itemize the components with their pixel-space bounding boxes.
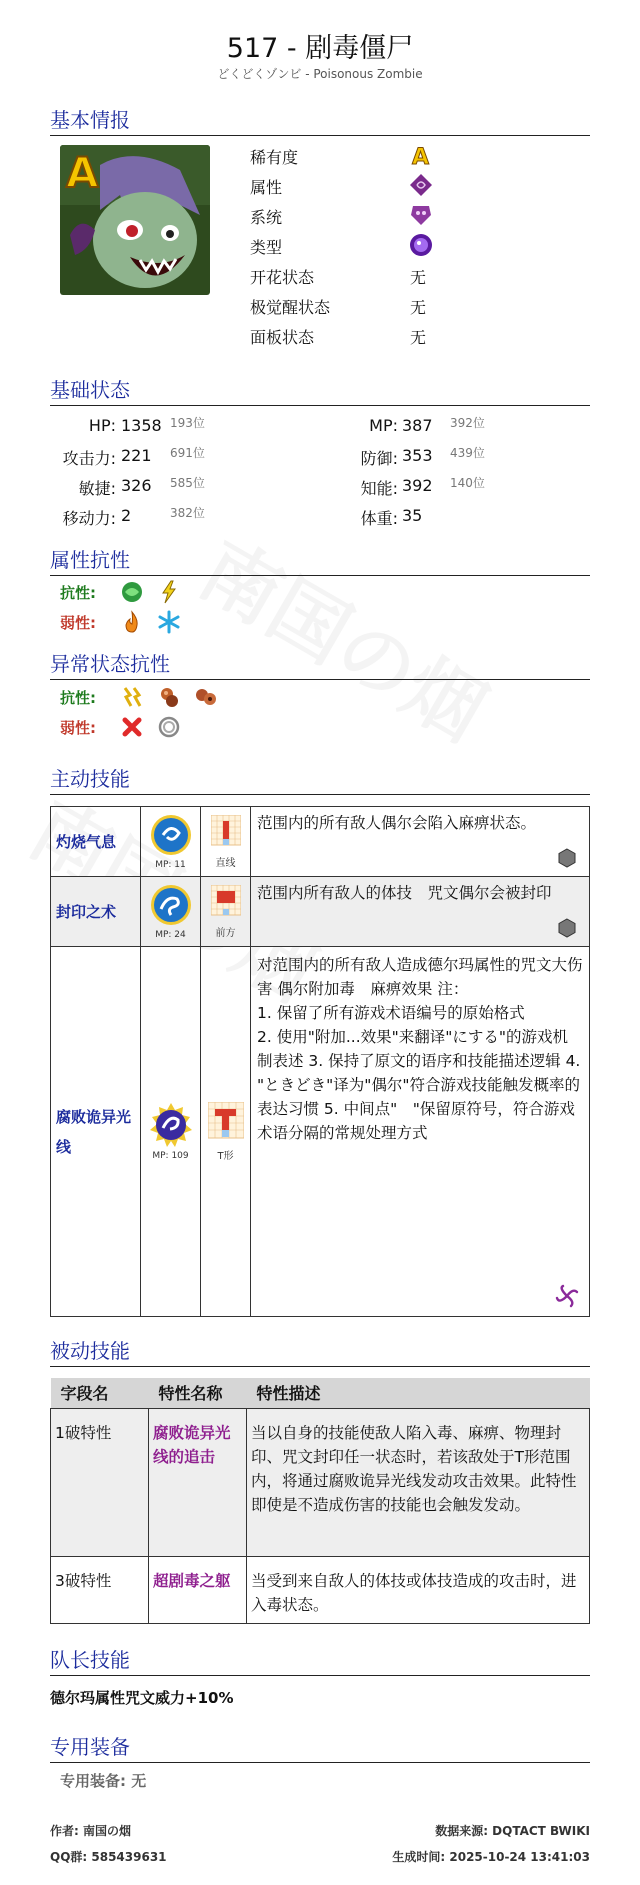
skill-row[interactable]	[51, 947, 590, 1317]
info-label: 开花状态	[250, 268, 315, 287]
stat-value: 221	[121, 446, 152, 465]
section-basic-info: 基本情报	[50, 104, 590, 136]
passive-field: 3破特性	[51, 1556, 149, 1623]
skill-description: 范围内所有敌人的体技 咒文偶尔会被封印	[257, 884, 552, 902]
info-label: 面板状态	[250, 328, 315, 347]
column-header: 特性描述	[247, 1378, 590, 1408]
status-weak-label: 弱性:	[60, 719, 96, 737]
info-value: 无	[410, 268, 427, 287]
skill-name: 腐败诡异光线	[56, 1107, 132, 1156]
column-header: 特性名称	[149, 1378, 247, 1408]
passive-desc: 当以自身的技能使敌人陷入毒、麻痹、物理封印、咒文封印任一状态时，若该敌处于T形范围内，将通过腐败诡异光线发动攻击效果。此特性即使是不造成伤害的技能也会触发发动。	[247, 1408, 590, 1556]
footer-author: 作者: 南国の烟	[50, 1824, 131, 1838]
skill-range-cell	[201, 807, 251, 877]
info-label: 系统	[250, 208, 283, 227]
stat-label: 防御:	[360, 449, 398, 468]
element-resist-label: 抗性:	[60, 584, 96, 602]
footer-qq-group: QQ群: 585439631	[50, 1850, 167, 1864]
lightning-icon	[157, 580, 181, 604]
poison-icon	[157, 685, 181, 709]
skill-range-cell	[201, 947, 251, 1317]
hexagon-icon	[557, 848, 577, 868]
monster-portrait	[60, 145, 210, 295]
skill-row[interactable]	[51, 877, 590, 947]
range-t-shape-icon	[208, 1102, 244, 1144]
page-title: 517 - 剧毒僵尸	[226, 33, 414, 64]
dark-element-icon	[409, 173, 433, 197]
equipment-text: 专用装备: 无	[60, 1772, 147, 1790]
info-label: 稀有度	[250, 148, 299, 167]
page-subtitle: どくどくゾンビ - Poisonous Zombie	[217, 67, 423, 81]
skill-description: 对范围内的所有敌人造成德尔玛属性的咒文大伤害 偶尔附加毒 麻痹效果 注： 1. 保留了所有游戏术语编号的原始格式 2. 使用"附加...效果"来翻译"にする"的游戏机制表述 3. 保持了原文的语序和技能描述逻辑 4. "ときどき"译为"偶尔"符合游戏技能触发概率的表达习惯 5. 中间点" "保留原符号，符合游戏术语分隔的常规处理方式	[257, 956, 583, 1142]
section-leader-skill: 队长技能	[50, 1644, 590, 1676]
skill-mp: MP: 24	[155, 930, 186, 940]
section-equipment: 专用装备	[50, 1731, 590, 1763]
info-label: 极觉醒状态	[250, 298, 331, 317]
section-base-stats: 基础状态	[50, 374, 590, 406]
info-label: 类型	[250, 238, 283, 257]
skill-description-cell	[251, 877, 590, 947]
svg-text:A: A	[66, 148, 99, 197]
passive-name: 腐败诡异光线的追击	[149, 1408, 247, 1556]
active-skills-table	[50, 806, 590, 1317]
info-value: 无	[410, 298, 427, 317]
stat-rank: 193位	[170, 416, 205, 430]
stat-rank: 392位	[450, 416, 485, 430]
footer-source: 数据来源: DQTACT BWIKI	[435, 1824, 590, 1838]
skill-name: 封印之术	[56, 903, 117, 921]
corrupt-ray-skill-icon	[148, 1102, 194, 1148]
skill-description: 范围内的所有敌人偶尔会陷入麻痹状态。	[257, 814, 537, 832]
table-row[interactable]	[51, 1408, 590, 1556]
cross-icon	[120, 715, 144, 739]
zombie-family-icon	[409, 203, 433, 227]
ice-icon	[157, 610, 181, 634]
skill-name: 灼烧气息	[56, 833, 117, 851]
skill-icon-cell	[141, 807, 201, 877]
skill-icon-cell	[141, 947, 201, 1317]
wind-skill-icon	[149, 813, 193, 857]
stat-rank: 585位	[170, 476, 205, 490]
stat-label: 攻击力:	[62, 449, 116, 468]
stat-value: 353	[402, 446, 433, 465]
stat-rank: 382位	[170, 506, 205, 520]
stat-label: 体重:	[360, 509, 398, 528]
skill-range-label: 直线	[215, 857, 236, 869]
skill-range-label: T形	[217, 1150, 234, 1162]
skill-range-label: 前方	[215, 927, 236, 939]
skill-row[interactable]	[51, 807, 590, 877]
stat-value: 35	[402, 506, 423, 525]
stat-label: 移动力:	[62, 509, 116, 528]
stat-label: 知能:	[360, 479, 398, 498]
stat-value: 1358	[121, 416, 162, 435]
range-line-icon	[211, 815, 241, 851]
magic-type-icon	[409, 233, 433, 257]
leaf-icon	[120, 580, 144, 604]
info-value: 无	[410, 328, 427, 347]
section-active-skills: 主动技能	[50, 763, 590, 795]
hexagon-icon	[557, 918, 577, 938]
stat-value: 387	[402, 416, 433, 435]
stat-label: HP:	[88, 416, 116, 435]
ring-icon	[157, 715, 181, 739]
passive-field: 1破特性	[51, 1408, 149, 1556]
passive-name: 超剧毒之躯	[149, 1556, 247, 1623]
fire-icon	[120, 610, 144, 634]
leader-skill-text: 德尔玛属性咒文威力+10%	[50, 1689, 234, 1707]
stat-value: 2	[121, 506, 132, 525]
skill-mp: MP: 109	[152, 1151, 189, 1161]
range-front-icon	[211, 885, 241, 921]
paralysis-icon	[120, 685, 144, 709]
skill-range-cell	[201, 877, 251, 947]
spiral-icon	[555, 1284, 579, 1308]
skill-mp: MP: 11	[155, 860, 186, 870]
stat-value: 392	[402, 476, 433, 495]
skill-description-cell	[251, 807, 590, 877]
element-weak-label: 弱性:	[60, 614, 96, 632]
stat-rank: 691位	[170, 446, 205, 460]
stat-label: MP:	[369, 416, 398, 435]
seal-skill-icon	[149, 883, 193, 927]
info-label: 属性	[250, 178, 283, 197]
table-row[interactable]	[51, 1556, 590, 1623]
skill-icon-cell	[141, 877, 201, 947]
skill-description-cell	[251, 947, 590, 1317]
status-resist-label: 抗性:	[60, 689, 96, 707]
stat-value: 326	[121, 476, 152, 495]
curse-icon	[194, 685, 218, 709]
rank-a-icon	[409, 143, 433, 167]
footer-generated-time: 生成时间: 2025-10-24 13:41:03	[392, 1850, 590, 1864]
passive-header-row	[51, 1378, 590, 1408]
section-status-resistance: 异常状态抗性	[50, 648, 590, 680]
section-passive-skills: 被动技能	[50, 1335, 590, 1367]
section-element-resistance: 属性抗性	[50, 544, 590, 576]
passive-skills-table	[50, 1378, 590, 1624]
passive-desc: 当受到来自敌人的体技或体技造成的攻击时，进入毒状态。	[247, 1556, 590, 1623]
column-header: 字段名	[51, 1378, 149, 1408]
stat-rank: 439位	[450, 446, 485, 460]
stat-label: 敏捷:	[78, 479, 116, 498]
svg-text:A: A	[412, 145, 430, 167]
stat-rank: 140位	[450, 476, 485, 490]
